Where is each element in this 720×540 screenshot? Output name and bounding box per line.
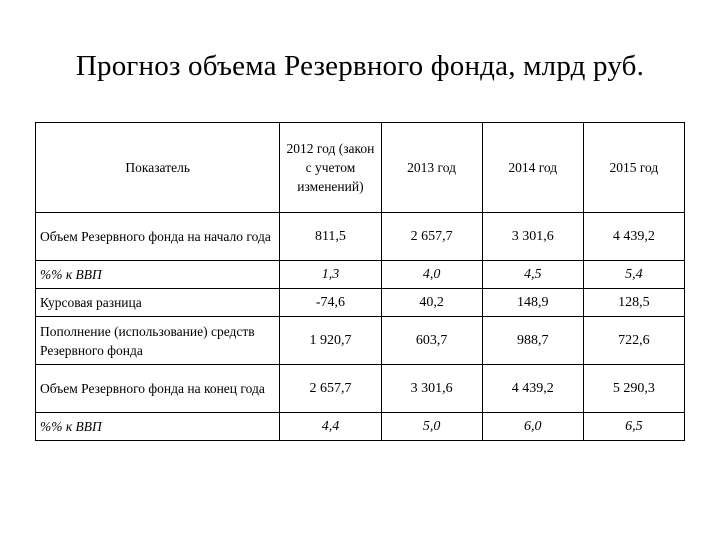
cell-value: 5 290,3 (583, 365, 684, 413)
table-row (36, 365, 685, 413)
cell-value: 3 301,6 (482, 213, 583, 261)
cell-value: 603,7 (381, 317, 482, 365)
cell-value: 4,0 (381, 261, 482, 289)
row-label: %% к ВВП (36, 261, 280, 289)
row-label: Объем Резервного фонда на начало года (36, 213, 280, 261)
cell-value: 1 920,7 (280, 317, 381, 365)
cell-value: 4,5 (482, 261, 583, 289)
row-label: Курсовая разница (36, 289, 280, 317)
table-row (36, 213, 685, 261)
cell-value: 4 439,2 (482, 365, 583, 413)
table-header-row (36, 123, 685, 213)
cell-value: 148,9 (482, 289, 583, 317)
header-year-2013: 2013 год (381, 123, 482, 213)
cell-value: 722,6 (583, 317, 684, 365)
cell-value: 2 657,7 (280, 365, 381, 413)
cell-value: 1,3 (280, 261, 381, 289)
header-year-2012: 2012 год (закон с учетом изменений) (280, 123, 381, 213)
row-label: %% к ВВП (36, 413, 280, 441)
cell-value: 128,5 (583, 289, 684, 317)
cell-value: 811,5 (280, 213, 381, 261)
cell-value: 2 657,7 (381, 213, 482, 261)
header-year-2015: 2015 год (583, 123, 684, 213)
cell-value: -74,6 (280, 289, 381, 317)
cell-value: 3 301,6 (381, 365, 482, 413)
header-year-2014: 2014 год (482, 123, 583, 213)
header-indicator: Показатель (36, 123, 280, 213)
cell-value: 5,0 (381, 413, 482, 441)
cell-value: 40,2 (381, 289, 482, 317)
table-row (36, 317, 685, 365)
table-row (36, 261, 685, 289)
row-label: Объем Резервного фонда на конец года (36, 365, 280, 413)
table-row (36, 289, 685, 317)
reserve-fund-table (35, 122, 685, 441)
cell-value: 6,5 (583, 413, 684, 441)
cell-value: 4,4 (280, 413, 381, 441)
cell-value: 5,4 (583, 261, 684, 289)
row-label: Пополнение (использование) средств Резервного фонда (36, 317, 280, 365)
cell-value: 4 439,2 (583, 213, 684, 261)
table-row (36, 413, 685, 441)
slide-title: Прогноз объема Резервного фонда, млрд руб. (75, 50, 645, 82)
cell-value: 6,0 (482, 413, 583, 441)
cell-value: 988,7 (482, 317, 583, 365)
